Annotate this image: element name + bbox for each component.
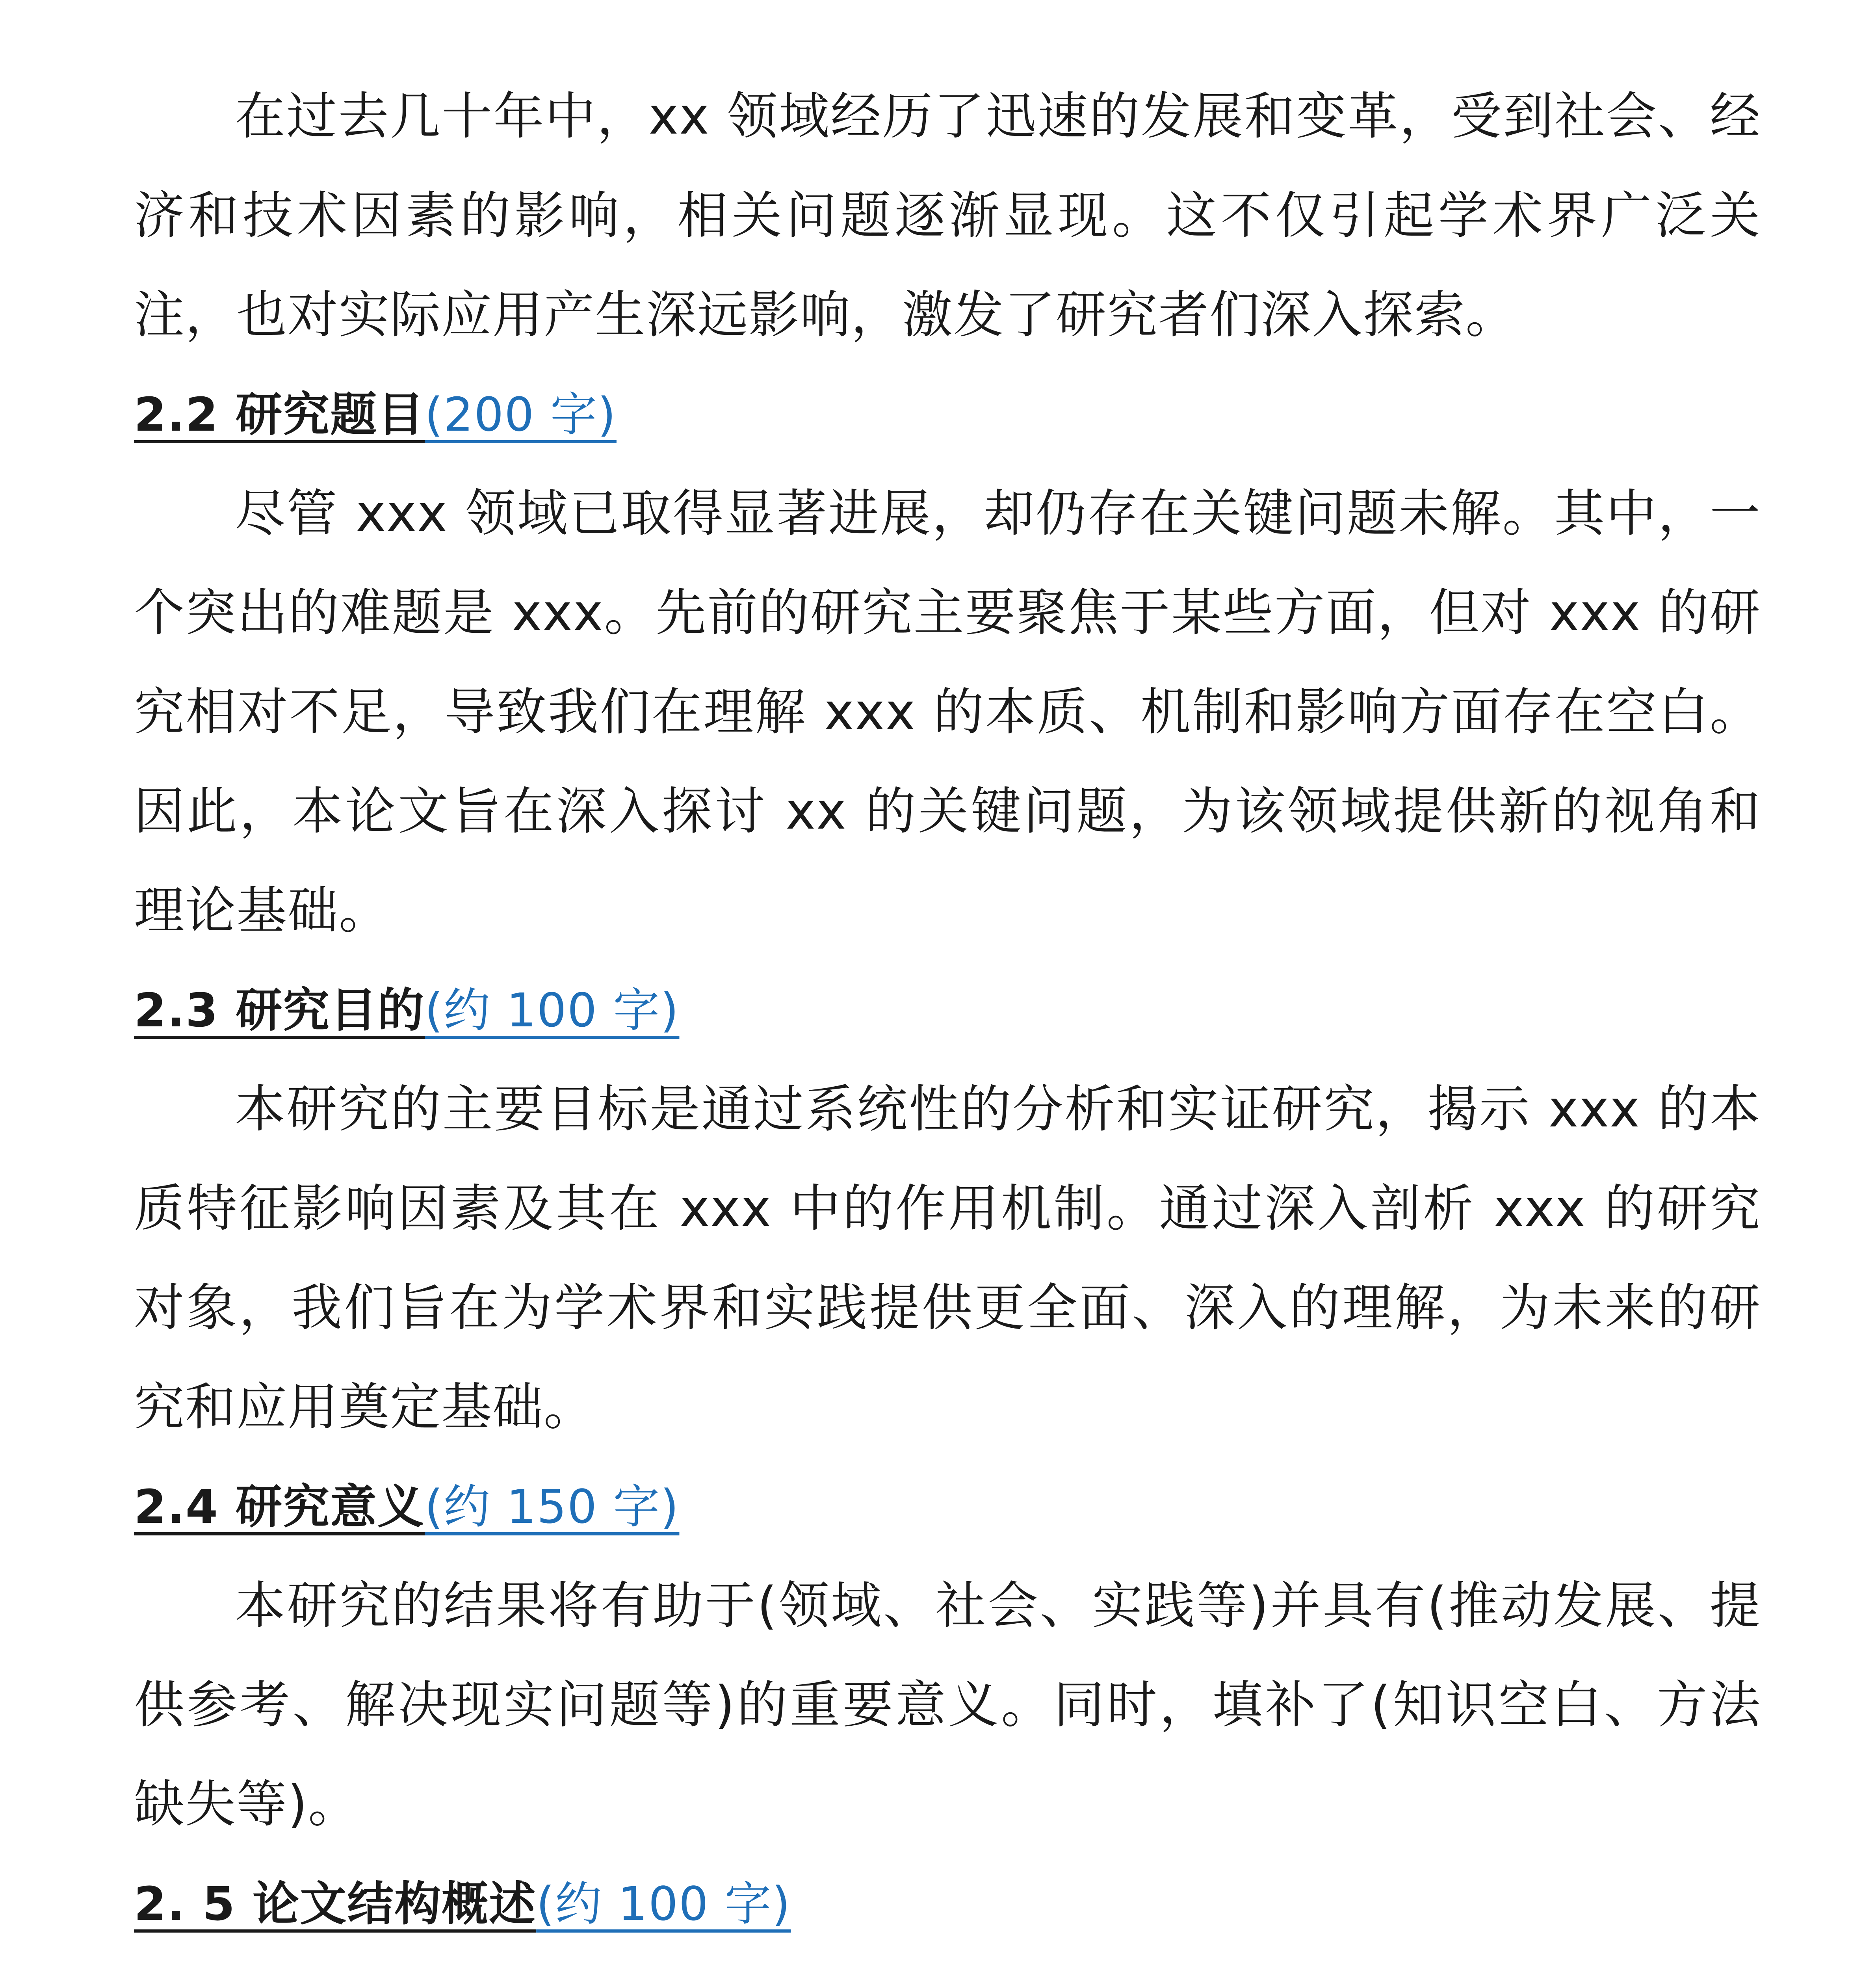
heading-title: 2. 5 论文结构概述 [134, 1877, 537, 1931]
heading-title: 2.4 研究意义 [134, 1479, 425, 1534]
section-heading-2-3 [134, 961, 1761, 1060]
heading-word-count: (200 字) [425, 387, 617, 442]
section-paragraph-2-4: 本研究的结果将有助于(领域、社会、实践等)并具有(推动发展、提供参考、解决现实问题等)的重要意义。同时，填补了(知识空白、方法缺失等)。 [134, 1576, 1761, 1834]
section-heading-2-4 [134, 1457, 1761, 1556]
section-paragraph-2-3: 本研究的主要目标是通过系统性的分析和实证研究，揭示 xxx 的本质特征影响因素及其在 xxx 中的作用机制。通过深入剖析 xxx 的研究对象，我们旨在为学术界和实践提供更全面、深入的理解，为未来的研究和应用奠定基础。 [134, 1080, 1761, 1437]
section-paragraph-2-2: 尽管 xxx 领域已取得显著进展，却仍存在关键问题未解。其中，一个突出的难题是 xxx。先前的研究主要聚焦于某些方面，但对 xxx 的研究相对不足，导致我们在理解 xxx 的本质、机制和影响方面存在空白。因此，本论文旨在深入探讨 xx 的关键问题，为该领域提供新的视角和理论基础。 [134, 484, 1761, 940]
intro-paragraph: 在过去几十年中，xx 领域经历了迅速的发展和变革，受到社会、经济和技术因素的影响，相关问题逐渐显现。这不仅引起学术界广泛关注，也对实际应用产生深远影响，激发了研究者们深入探索。 [134, 87, 1761, 344]
section-paragraph-2-5 [134, 1953, 1761, 1970]
heading-word-count: (约 100 字) [425, 983, 680, 1037]
heading-title: 2.3 研究目的 [134, 983, 425, 1037]
heading-word-count: (约 100 字) [536, 1877, 791, 1931]
section-heading-2-5 [134, 1854, 1761, 1953]
heading-title: 2.2 研究题目 [134, 387, 425, 442]
section-heading-2-2 [134, 365, 1761, 464]
heading-word-count: (约 150 字) [425, 1479, 680, 1534]
document-page [134, 47, 1761, 1970]
